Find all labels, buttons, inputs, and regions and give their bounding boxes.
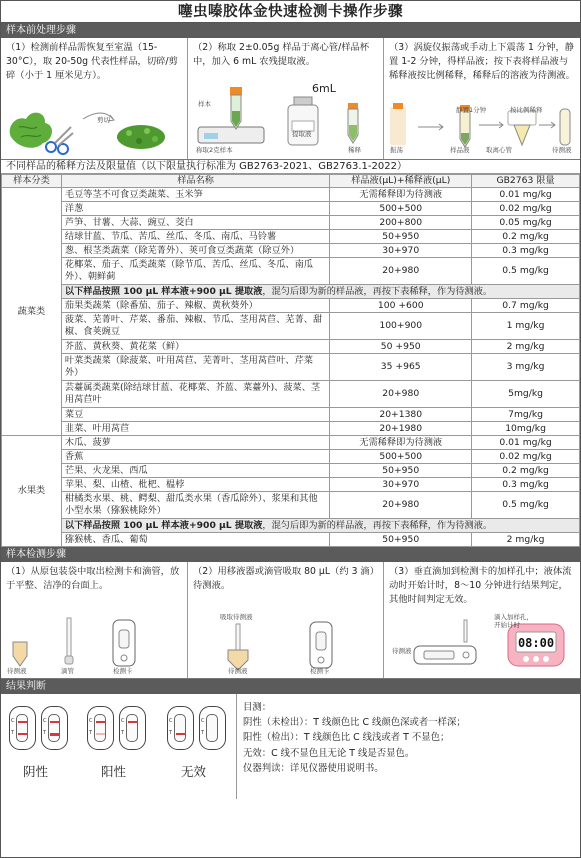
pretreat-step-1-text: （1）检测前样品需恢复至室温（15-30°C），取 20-50g 代表性样品，切碎/剪碎（小于 1 厘米见方）。 bbox=[6, 42, 178, 81]
ratio-cell: 200+800 bbox=[330, 216, 472, 230]
table-row bbox=[2, 216, 580, 230]
limit-cell: 0.7 mg/kg bbox=[472, 299, 580, 313]
table-row bbox=[2, 340, 580, 354]
caption-test-liquid: 待测液 bbox=[552, 146, 572, 155]
t-label: T bbox=[11, 730, 15, 736]
table-header-row bbox=[2, 175, 580, 188]
caption-rest: 静置1分钟 bbox=[456, 106, 487, 115]
sample-name-cell: 菜豆 bbox=[61, 408, 329, 422]
pretreat-steps bbox=[1, 38, 580, 160]
caption-proportional: 按比例稀释 bbox=[510, 106, 543, 115]
caption-liquid: 待测液 bbox=[7, 667, 27, 676]
table-row bbox=[2, 188, 580, 202]
ratio-cell: 500+500 bbox=[330, 202, 472, 216]
ratio-cell: 100+900 bbox=[330, 313, 472, 340]
ratio-cell: 50+950 bbox=[330, 464, 472, 478]
limit-cell: 0.3 mg/kg bbox=[472, 478, 580, 492]
note-row bbox=[2, 285, 580, 299]
detect-step-3-text: （3）垂直滴加到检测卡的加样孔中；液体流动时开始计时，8～10 分钟进行结果判定，其他时间判定无效。 bbox=[389, 566, 572, 605]
ratio-cell: 50+950 bbox=[330, 230, 472, 244]
result-line-invalid: 无效：C 线不显色且无论 T 线是否显色。 bbox=[243, 747, 415, 759]
limit-cell: 1 mg/kg bbox=[472, 313, 580, 340]
sample-name-cell: 芸薹属类蔬菜(除结球甘蓝、花椰菜、芥蓝、菜薹外)、菠菜、茎用莴苣叶 bbox=[61, 381, 329, 408]
table-row bbox=[2, 422, 580, 436]
caption-take-tube: 取离心管 bbox=[486, 146, 512, 155]
limit-cell: 0.3 mg/kg bbox=[472, 244, 580, 258]
limit-cell: 5mg/kg bbox=[472, 381, 580, 408]
ratio-cell: 无需稀释即为待测液 bbox=[330, 188, 472, 202]
detect-step-1 bbox=[1, 562, 188, 678]
col-header-category: 样本分类 bbox=[2, 175, 62, 188]
pretreat-step-3 bbox=[384, 38, 580, 159]
result-line-negative: 阴性（未检出）：T 线颜色比 C 线颜色深或者一样深； bbox=[243, 717, 466, 729]
c-label: C bbox=[11, 718, 15, 724]
limit-cell: 0.01 mg/kg bbox=[472, 436, 580, 450]
table-row bbox=[2, 354, 580, 381]
pretreat-step-3-text: （3）涡旋仪振荡或手动上下震荡 1 分钟，静置 1-2 分钟，得样品液；按下表将样品液与稀释液按比例稀释，稀释后的溶液为待测液。 bbox=[389, 42, 575, 81]
caption-draw-liquid: 吸取待测液 bbox=[220, 613, 253, 622]
limit-cell: 0.5 mg/kg bbox=[472, 258, 580, 285]
ratio-cell: 20+980 bbox=[330, 258, 472, 285]
negative-c-line bbox=[18, 721, 27, 723]
negative-card-2: C T bbox=[41, 706, 68, 750]
pretreat-step-2-text: （2）称取 2±0.05g 样品于离心管/样品杯中，加入 6 mL 农残提取液。 bbox=[193, 42, 370, 67]
limit-cell: 0.2 mg/kg bbox=[472, 464, 580, 478]
table-row bbox=[2, 450, 580, 464]
test-card-icon-2 bbox=[310, 622, 332, 668]
table-row bbox=[2, 464, 580, 478]
col-header-name: 样品名称 bbox=[61, 175, 329, 188]
limit-cell: 3 mg/kg bbox=[472, 354, 580, 381]
centrifuge-tube-icon bbox=[230, 87, 242, 129]
weigh-sample-illustration bbox=[188, 77, 383, 157]
positive-label: 阳性 bbox=[101, 764, 127, 779]
table-row bbox=[2, 436, 580, 450]
limit-cell: 0.02 mg/kg bbox=[472, 450, 580, 464]
result-line-instrument: 仪器判读：详见仪器使用说明书。 bbox=[243, 762, 384, 774]
ratio-cell: 20+1380 bbox=[330, 408, 472, 422]
result-heading: 结果判断 bbox=[1, 679, 580, 694]
category-cell: 水果类 bbox=[2, 436, 62, 547]
table-row bbox=[2, 202, 580, 216]
caption-dilute: 稀释 bbox=[348, 146, 361, 155]
ratio-cell: 35 +965 bbox=[330, 354, 472, 381]
detect-step-2-text: （2）用移液器或滴管吸取 80 μL（约 3 滴）待测液。 bbox=[193, 566, 375, 591]
unpack-illustration bbox=[1, 612, 187, 676]
caption-6ml: 6mL bbox=[312, 82, 336, 96]
ratio-cell: 50+950 bbox=[330, 533, 472, 547]
caption-vortex: 振荡 bbox=[390, 146, 403, 155]
note-rest: ，混匀后即为新的样品液，再按下表稀释，作为待测液。 bbox=[262, 285, 493, 297]
result-cards bbox=[1, 694, 237, 799]
result-line-visual: 目测： bbox=[243, 702, 272, 713]
sample-name-cell: 洋葱 bbox=[61, 202, 329, 216]
note-cell bbox=[61, 285, 579, 299]
dropper-icon bbox=[65, 618, 73, 664]
test-tube-icon bbox=[560, 109, 570, 145]
sample-name-cell: 木瓜、菠萝 bbox=[61, 436, 329, 450]
page-title: 噻虫嗪胶体金快速检测卡操作步骤 bbox=[1, 1, 580, 23]
table-row bbox=[2, 533, 580, 547]
dropper-drip-icon bbox=[464, 620, 467, 642]
ratio-cell: 30+970 bbox=[330, 244, 472, 258]
table-row bbox=[2, 299, 580, 313]
caption-extract: 提取液 bbox=[292, 130, 312, 139]
caption-card: 检测卡 bbox=[113, 667, 133, 676]
caption-weigh: 称取2克样本 bbox=[196, 146, 233, 155]
detect-heading: 样本检测步骤 bbox=[1, 547, 580, 562]
limit-cell: 0.02 mg/kg bbox=[472, 202, 580, 216]
limit-cell: 2 mg/kg bbox=[472, 340, 580, 354]
note-rest: ，混匀后即为新的样品液，再按下表稀释，作为待测液。 bbox=[262, 519, 493, 531]
note-bold: 以下样品按照 100 μL 样本液+900 μL 提取液 bbox=[64, 519, 263, 531]
pretreat-step-1 bbox=[1, 38, 188, 159]
limit-cell: 0.5 mg/kg bbox=[472, 492, 580, 519]
ratio-cell: 500+500 bbox=[330, 450, 472, 464]
negative-card-1 bbox=[9, 706, 36, 750]
sample-name-cell: 猕猴桃、香瓜、葡萄 bbox=[61, 533, 329, 547]
limit-cell: 0.01 mg/kg bbox=[472, 188, 580, 202]
caption-card-2: 检测卡 bbox=[310, 667, 330, 676]
invalid-label: 无效 bbox=[181, 764, 207, 779]
negative-t-line bbox=[18, 733, 27, 735]
note-row bbox=[2, 519, 580, 533]
result-explanation bbox=[237, 694, 472, 799]
table-row bbox=[2, 478, 580, 492]
pretreat-heading: 样本前处理步骤 bbox=[1, 23, 580, 38]
sample-name-cell: 香蕉 bbox=[61, 450, 329, 464]
sample-name-cell: 茄果类蔬菜（除番茄、茄子、辣椒、黄秋葵外） bbox=[61, 299, 329, 313]
detect-steps bbox=[1, 562, 580, 679]
ratio-cell: 无需稀释即为待测液 bbox=[330, 436, 472, 450]
detect-step-2 bbox=[188, 562, 384, 678]
drip-timer-illustration bbox=[384, 616, 579, 676]
sample-name-cell: 花椰菜、茄子、瓜类蔬菜（除节瓜、苦瓜、丝瓜、冬瓜、南瓜外）、朝鲜蓟 bbox=[61, 258, 329, 285]
result-line-positive: 阳性（检出）：T 线颜色比 C 线浅或者 T 不显色； bbox=[243, 732, 450, 744]
limit-cell: 10mg/kg bbox=[472, 422, 580, 436]
table-row bbox=[2, 492, 580, 519]
caption-liquid-3: 待测液 bbox=[392, 647, 412, 656]
horizontal-card-icon bbox=[414, 646, 476, 664]
caption-sample: 样本 bbox=[198, 100, 211, 109]
limit-cell: 7mg/kg bbox=[472, 408, 580, 422]
test-card-icon bbox=[113, 620, 135, 666]
ratio-cell: 20+1980 bbox=[330, 422, 472, 436]
sample-name-cell: 芦笋、甘薯、大蒜、豌豆、茭白 bbox=[61, 216, 329, 230]
note-bold: 以下样品按照 100 μL 样本液+900 μL 提取液 bbox=[64, 285, 263, 297]
dilution-table bbox=[1, 174, 580, 547]
detect-step-1-text: （1）从原包装袋中取出检测卡和滴管，放于平整、洁净的台面上。 bbox=[6, 566, 180, 591]
caption-dropper: 滴管 bbox=[61, 667, 74, 676]
sample-name-cell: 结球甘蓝、节瓜、苦瓜、丝瓜、冬瓜、南瓜、马铃薯 bbox=[61, 230, 329, 244]
sample-name-cell: 菠菜、芜菁叶、芹菜、番茄、辣椒、节瓜、茎用莴苣、芜菁、甜椒、食荚豌豆 bbox=[61, 313, 329, 340]
positive-card-2: C T bbox=[119, 706, 146, 750]
result-section bbox=[1, 694, 580, 799]
caption-drip-hole: 滴入加样孔， bbox=[494, 613, 533, 622]
col-header-ratio: 样品液(μL)+稀释液(μL) bbox=[330, 175, 472, 188]
caption-cut: 剪切 bbox=[97, 116, 110, 125]
sample-name-cell: 韭菜、叶用莴苣 bbox=[61, 422, 329, 436]
limit-cell: 0.2 mg/kg bbox=[472, 230, 580, 244]
limit-cell: 2 mg/kg bbox=[472, 533, 580, 547]
sample-name-cell: 葱、根茎类蔬菜（除芜菁外）、荚可食豆类蔬菜（除豆外） bbox=[61, 244, 329, 258]
caption-liquid-2: 待测液 bbox=[228, 667, 248, 676]
pretreat-step-2 bbox=[188, 38, 384, 159]
sample-name-cell: 柑橘类水果、桃、鳄梨、甜瓜类水果（香瓜除外）、浆果和其他小型水果（猕猴桃除外） bbox=[61, 492, 329, 519]
sample-name-cell: 芒果、火龙果、西瓜 bbox=[61, 464, 329, 478]
invalid-card-2: C T bbox=[199, 706, 226, 750]
pipette-illustration bbox=[188, 616, 383, 676]
sample-name-cell: 叶菜类蔬菜（除菠菜、叶用莴苣、芜菁叶、茎用莴苣叶、芹菜外） bbox=[61, 354, 329, 381]
ratio-cell: 20+980 bbox=[330, 492, 472, 519]
scale-icon bbox=[198, 127, 264, 143]
col-header-limit: GB2763 限量 bbox=[472, 175, 580, 188]
ratio-cell: 100 +600 bbox=[330, 299, 472, 313]
limit-cell: 0.05 mg/kg bbox=[472, 216, 580, 230]
sample-name-cell: 毛豆等茎不可食豆类蔬菜、玉米笋 bbox=[61, 188, 329, 202]
caption-start-timing: 开始计时 bbox=[494, 621, 520, 630]
vortex-icon bbox=[390, 103, 406, 145]
table-row bbox=[2, 408, 580, 422]
timer-display: 08:00 bbox=[517, 636, 555, 650]
dilution-heading: 不同样品的稀释方法及限量值（以下限量执行标准为 GB2763-2021、GB2763.1-2022） bbox=[1, 160, 580, 174]
pipette-tube-icon bbox=[508, 111, 536, 145]
table-row bbox=[2, 381, 580, 408]
negative-label: 阴性 bbox=[23, 764, 49, 779]
lettuce-icon bbox=[10, 113, 52, 148]
cut-vegetable-illustration bbox=[1, 97, 187, 157]
note-cell bbox=[61, 519, 579, 533]
ratio-cell: 30+970 bbox=[330, 478, 472, 492]
liquid-tube-icon bbox=[13, 642, 27, 666]
table-row bbox=[2, 244, 580, 258]
detect-step-3 bbox=[384, 562, 580, 678]
caption-sample-liquid: 样品液 bbox=[450, 146, 470, 155]
ratio-cell: 20+980 bbox=[330, 381, 472, 408]
table-row bbox=[2, 313, 580, 340]
positive-card-1: C T bbox=[87, 706, 114, 750]
sample-name-cell: 苹果、梨、山楂、枇杷、榅桲 bbox=[61, 478, 329, 492]
table-row bbox=[2, 258, 580, 285]
table-row bbox=[2, 230, 580, 244]
chopped-vegetable-icon bbox=[117, 125, 165, 149]
sample-name-cell: 芥蓝、黄秋葵、黄花菜（鲜） bbox=[61, 340, 329, 354]
category-cell: 蔬菜类 bbox=[2, 188, 62, 436]
invalid-card-1: C T bbox=[167, 706, 194, 750]
ratio-cell: 50 +950 bbox=[330, 340, 472, 354]
dilution-tube-icon bbox=[348, 103, 358, 143]
